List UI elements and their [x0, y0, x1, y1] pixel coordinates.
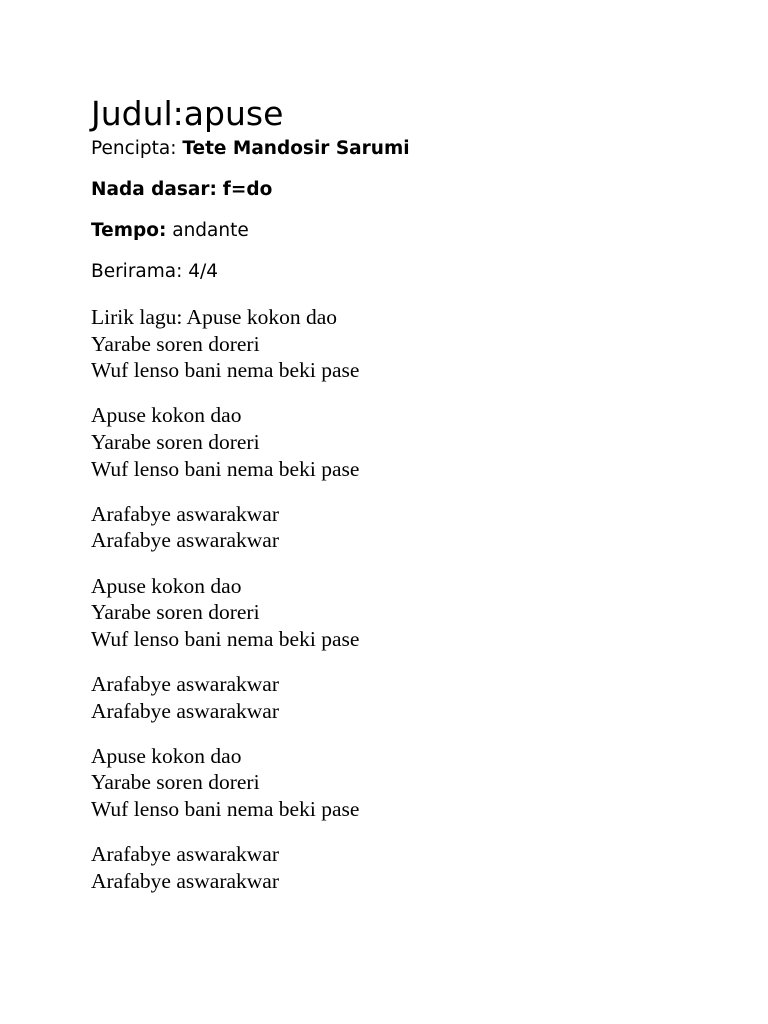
lyric-line: Yarabe soren doreri [91, 429, 260, 454]
composer-line [91, 137, 731, 161]
lyrics [91, 304, 731, 894]
song-title: Judul:apuse [91, 94, 284, 133]
lyric-line: Apuse kokon dao [91, 573, 242, 598]
lyric-line: Wuf lenso bani nema beki pase [91, 796, 360, 821]
lyric-line: Arafabye aswarakwar [91, 501, 280, 526]
lyric-line: Wuf lenso bani nema beki pase [91, 626, 360, 651]
lyric-line: Apuse kokon dao [91, 403, 242, 428]
key-label: Nada dasar: [91, 179, 217, 200]
key-line [91, 178, 731, 202]
document-body [91, 93, 731, 913]
lyric-line: Arafabye aswarakwar [91, 528, 280, 553]
composer-name: Tete Mandosir Sarumi [182, 138, 410, 159]
lyrics-stanza-5 [91, 671, 731, 724]
lyric-line: Lirik lagu: Apuse kokon dao [91, 305, 338, 329]
lyric-line: Apuse kokon dao [91, 743, 242, 768]
lyric-line: Arafabye aswarakwar [91, 698, 280, 723]
lyrics-stanza-7 [91, 841, 731, 894]
lyric-line: Wuf lenso bani nema beki pase [91, 456, 360, 481]
tempo-value: andante [172, 220, 249, 241]
lyric-line: Arafabye aswarakwar [91, 868, 280, 893]
lyrics-stanza-3 [91, 501, 731, 554]
lyric-line: Yarabe soren doreri [91, 600, 260, 625]
lyrics-stanza-4 [91, 573, 731, 653]
lyric-line: Wuf lenso bani nema beki pase [91, 358, 360, 383]
tempo-label: Tempo: [91, 220, 167, 241]
tempo-line [91, 219, 731, 243]
lyric-line: Arafabye aswarakwar [91, 671, 280, 696]
lyrics-stanza-2 [91, 402, 731, 482]
lyric-line: Yarabe soren doreri [91, 331, 260, 356]
meter-line: Berirama: 4/4 [91, 261, 219, 282]
lyric-line: Arafabye aswarakwar [91, 842, 280, 867]
key-value: f=do [222, 179, 273, 200]
lyrics-stanza-1 [91, 304, 731, 384]
lyrics-stanza-6 [91, 743, 731, 823]
composer-label: Pencipta: [91, 138, 177, 159]
lyric-line: Yarabe soren doreri [91, 770, 260, 795]
